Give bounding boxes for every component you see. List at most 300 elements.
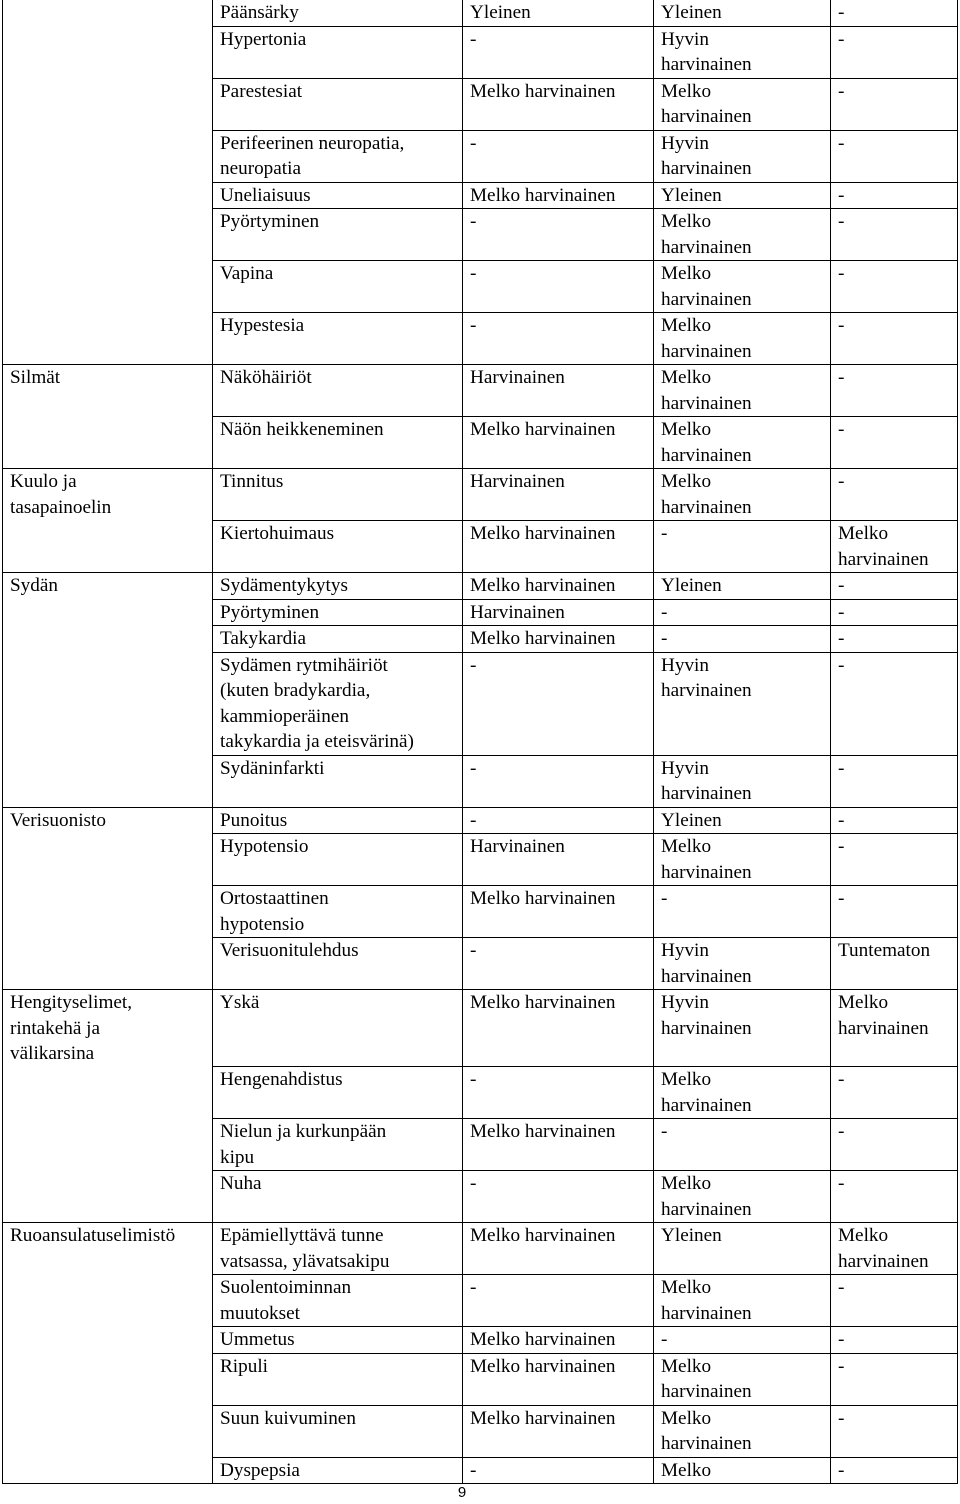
frequency-cell bbox=[831, 1327, 958, 1354]
frequency-cell bbox=[463, 1327, 654, 1354]
frequency-cell bbox=[831, 1119, 958, 1171]
frequency-cell bbox=[654, 261, 831, 313]
category-label: rintakehä ja bbox=[10, 1017, 101, 1039]
frequency-label: Hyvin bbox=[661, 757, 709, 779]
category-cell bbox=[3, 182, 213, 209]
symptom-cell bbox=[213, 599, 463, 626]
table-row bbox=[3, 313, 958, 365]
frequency-label: - bbox=[838, 1069, 845, 1090]
frequency-label: harvinainen bbox=[661, 444, 752, 466]
category-cell bbox=[3, 886, 213, 938]
table-row bbox=[3, 1275, 958, 1327]
frequency-label: - bbox=[838, 628, 845, 649]
symptom-label: Suun kuivuminen bbox=[220, 1407, 356, 1429]
frequency-label: Melko bbox=[661, 1459, 712, 1481]
table-row bbox=[3, 417, 958, 469]
frequency-label: - bbox=[838, 575, 845, 596]
symptom-cell bbox=[213, 938, 463, 990]
frequency-label: - bbox=[838, 211, 845, 232]
frequency-cell bbox=[654, 365, 831, 417]
frequency-cell bbox=[654, 1171, 831, 1223]
frequency-cell bbox=[463, 834, 654, 886]
frequency-label: - bbox=[470, 263, 477, 284]
frequency-cell bbox=[463, 78, 654, 130]
frequency-cell bbox=[463, 1275, 654, 1327]
symptom-cell bbox=[213, 261, 463, 313]
table-row bbox=[3, 886, 958, 938]
symptom-label: Kiertohuimaus bbox=[220, 523, 335, 544]
frequency-label: - bbox=[470, 1277, 477, 1298]
frequency-cell bbox=[831, 1457, 958, 1484]
frequency-cell bbox=[831, 834, 958, 886]
frequency-cell bbox=[654, 599, 831, 626]
symptom-label: Suolentoiminnan bbox=[220, 1277, 352, 1298]
frequency-label: Hyvin bbox=[661, 28, 709, 50]
frequency-label: - bbox=[838, 1173, 845, 1194]
symptom-label: takykardia ja eteisvärinä) bbox=[220, 731, 414, 752]
frequency-label: Harvinainen bbox=[470, 601, 565, 623]
frequency-label: Melko harvinainen bbox=[470, 1407, 616, 1429]
symptom-label: Pyörtyminen bbox=[220, 211, 320, 232]
frequency-cell bbox=[654, 1353, 831, 1405]
symptom-label: Epämiellyttävä tunne bbox=[220, 1225, 384, 1246]
category-cell bbox=[3, 365, 213, 417]
frequency-cell bbox=[654, 78, 831, 130]
symptom-cell bbox=[213, 626, 463, 653]
category-cell bbox=[3, 1275, 213, 1327]
frequency-cell bbox=[654, 1223, 831, 1275]
frequency-cell bbox=[831, 26, 958, 78]
table-row bbox=[3, 652, 958, 755]
symptom-cell bbox=[213, 209, 463, 261]
category-cell bbox=[3, 1119, 213, 1171]
table-row bbox=[3, 469, 958, 521]
symptom-cell bbox=[213, 1119, 463, 1171]
category-cell bbox=[3, 417, 213, 469]
frequency-label: - bbox=[838, 315, 845, 336]
frequency-cell bbox=[831, 990, 958, 1067]
table-row bbox=[3, 130, 958, 182]
frequency-label: - bbox=[838, 757, 845, 779]
frequency-label: harvinainen bbox=[661, 1381, 752, 1402]
symptom-label: Nuha bbox=[220, 1173, 262, 1194]
frequency-label: - bbox=[470, 132, 477, 154]
frequency-cell bbox=[654, 938, 831, 990]
category-cell bbox=[3, 313, 213, 365]
frequency-label: Melko harvinainen bbox=[470, 888, 616, 909]
frequency-label: - bbox=[838, 367, 845, 388]
frequency-label: - bbox=[470, 809, 477, 831]
frequency-cell bbox=[463, 1405, 654, 1457]
table-row bbox=[3, 209, 958, 261]
symptom-label: vatsassa, ylävatsakipu bbox=[220, 1250, 390, 1272]
frequency-cell bbox=[463, 417, 654, 469]
table-row bbox=[3, 78, 958, 130]
frequency-label: Yleinen bbox=[661, 2, 722, 23]
category-cell bbox=[3, 469, 213, 521]
frequency-cell bbox=[654, 1405, 831, 1457]
symptom-cell bbox=[213, 1171, 463, 1223]
symptom-label: neuropatia bbox=[220, 158, 301, 179]
table-row bbox=[3, 599, 958, 626]
symptom-cell bbox=[213, 26, 463, 78]
frequency-label: Melko harvinainen bbox=[470, 1355, 616, 1377]
symptom-cell bbox=[213, 652, 463, 755]
frequency-label: - bbox=[470, 757, 477, 779]
symptom-label: Näön heikkeneminen bbox=[220, 419, 384, 440]
frequency-label: Yleinen bbox=[661, 1225, 722, 1246]
frequency-cell bbox=[463, 0, 654, 26]
frequency-cell bbox=[654, 652, 831, 755]
frequency-cell bbox=[831, 182, 958, 209]
frequency-cell bbox=[463, 938, 654, 990]
frequency-label: - bbox=[838, 1121, 845, 1142]
category-cell bbox=[3, 652, 213, 755]
symptom-label: muutokset bbox=[220, 1302, 300, 1324]
table-row bbox=[3, 261, 958, 313]
frequency-cell bbox=[654, 1275, 831, 1327]
symptom-cell bbox=[213, 0, 463, 26]
frequency-cell bbox=[831, 209, 958, 261]
frequency-cell bbox=[654, 990, 831, 1067]
frequency-label: Melko bbox=[661, 1173, 712, 1194]
frequency-cell bbox=[831, 313, 958, 365]
frequency-label: Harvinainen bbox=[470, 836, 565, 857]
table-row bbox=[3, 626, 958, 653]
symptom-label: Yskä bbox=[220, 992, 260, 1013]
symptom-cell bbox=[213, 469, 463, 521]
frequency-label: harvinainen bbox=[838, 1250, 929, 1272]
page-number: 9 bbox=[457, 1484, 467, 1501]
frequency-label: Melko bbox=[661, 1355, 712, 1377]
frequency-cell bbox=[463, 755, 654, 807]
symptom-label: Sydämentykytys bbox=[220, 575, 348, 596]
table-row bbox=[3, 365, 958, 417]
frequency-cell bbox=[831, 261, 958, 313]
category-cell bbox=[3, 626, 213, 653]
frequency-cell bbox=[831, 1067, 958, 1119]
frequency-cell bbox=[831, 1353, 958, 1405]
frequency-cell bbox=[463, 807, 654, 834]
frequency-cell bbox=[654, 1327, 831, 1354]
symptom-label: Sydäninfarkti bbox=[220, 757, 325, 779]
category-cell bbox=[3, 990, 213, 1067]
symptom-label: Uneliaisuus bbox=[220, 184, 311, 206]
frequency-cell bbox=[463, 1353, 654, 1405]
category-cell bbox=[3, 938, 213, 990]
frequency-label: - bbox=[661, 523, 668, 544]
frequency-label: - bbox=[661, 628, 668, 649]
frequency-label: harvinainen bbox=[661, 496, 752, 518]
symptom-cell bbox=[213, 1327, 463, 1354]
category-label: Sydän bbox=[10, 575, 58, 596]
category-label: välikarsina bbox=[10, 1043, 95, 1064]
frequency-cell bbox=[463, 130, 654, 182]
frequency-label: Melko harvinainen bbox=[470, 184, 616, 206]
frequency-label: Melko bbox=[661, 211, 712, 232]
frequency-cell bbox=[654, 886, 831, 938]
frequency-label: Melko bbox=[661, 836, 712, 857]
frequency-cell bbox=[831, 599, 958, 626]
frequency-cell bbox=[654, 26, 831, 78]
symptom-label: Hypotensio bbox=[220, 836, 309, 857]
frequency-label: harvinainen bbox=[661, 54, 752, 75]
frequency-label: harvinainen bbox=[661, 1302, 752, 1324]
category-cell bbox=[3, 130, 213, 182]
frequency-label: harvinainen bbox=[661, 236, 752, 258]
symptom-cell bbox=[213, 1275, 463, 1327]
frequency-label: Melko bbox=[661, 1277, 712, 1298]
frequency-label: Harvinainen bbox=[470, 367, 565, 388]
frequency-label: - bbox=[838, 1277, 845, 1298]
frequency-label: Melko bbox=[661, 419, 712, 440]
frequency-label: harvinainen bbox=[661, 106, 752, 127]
frequency-cell bbox=[654, 834, 831, 886]
frequency-label: Yleinen bbox=[661, 809, 722, 831]
table-row bbox=[3, 1457, 958, 1484]
table-row bbox=[3, 834, 958, 886]
symptom-cell bbox=[213, 755, 463, 807]
table-row bbox=[3, 1327, 958, 1354]
frequency-label: harvinainen bbox=[838, 1017, 929, 1039]
category-cell bbox=[3, 1327, 213, 1354]
frequency-cell bbox=[831, 469, 958, 521]
frequency-label: harvinainen bbox=[661, 1433, 752, 1454]
frequency-label: harvinainen bbox=[661, 1198, 752, 1220]
frequency-cell bbox=[463, 26, 654, 78]
frequency-label: - bbox=[470, 1173, 477, 1194]
frequency-label: Melko bbox=[661, 1407, 712, 1429]
frequency-cell bbox=[463, 652, 654, 755]
frequency-label: Melko harvinainen bbox=[470, 992, 616, 1013]
frequency-label: - bbox=[661, 888, 668, 909]
frequency-label: - bbox=[470, 211, 477, 232]
symptom-label: hypotensio bbox=[220, 913, 305, 935]
frequency-label: Melko harvinainen bbox=[470, 628, 616, 649]
category-cell bbox=[3, 1405, 213, 1457]
frequency-cell bbox=[463, 886, 654, 938]
frequency-label: - bbox=[838, 1459, 845, 1481]
frequency-label: - bbox=[838, 132, 845, 154]
frequency-label: - bbox=[838, 1355, 845, 1377]
category-cell bbox=[3, 209, 213, 261]
frequency-label: Yleinen bbox=[470, 2, 531, 23]
category-label: tasapainoelin bbox=[10, 496, 112, 518]
frequency-label: harvinainen bbox=[661, 288, 752, 310]
frequency-label: Melko bbox=[661, 80, 712, 102]
table-row bbox=[3, 521, 958, 573]
frequency-cell bbox=[463, 626, 654, 653]
frequency-label: Melko bbox=[661, 263, 712, 284]
frequency-label: Melko harvinainen bbox=[470, 575, 616, 596]
table-row bbox=[3, 1119, 958, 1171]
category-cell bbox=[3, 807, 213, 834]
frequency-label: Melko harvinainen bbox=[470, 419, 616, 440]
frequency-cell bbox=[463, 599, 654, 626]
frequency-cell bbox=[831, 755, 958, 807]
frequency-label: Melko harvinainen bbox=[470, 523, 616, 544]
frequency-cell bbox=[654, 313, 831, 365]
category-label: Verisuonisto bbox=[10, 809, 106, 831]
frequency-label: - bbox=[838, 184, 845, 206]
frequency-cell bbox=[831, 417, 958, 469]
frequency-cell bbox=[831, 78, 958, 130]
frequency-cell bbox=[831, 886, 958, 938]
frequency-label: - bbox=[661, 601, 668, 623]
frequency-label: Melko harvinainen bbox=[470, 1329, 616, 1350]
category-label: Ruoansulatuselimistö bbox=[10, 1225, 176, 1246]
frequency-cell bbox=[831, 1223, 958, 1275]
frequency-label: - bbox=[661, 1329, 668, 1350]
table-row bbox=[3, 990, 958, 1067]
table-row bbox=[3, 26, 958, 78]
symptom-label: Hengenahdistus bbox=[220, 1069, 343, 1090]
frequency-label: Harvinainen bbox=[470, 471, 565, 492]
frequency-label: Hyvin bbox=[661, 940, 709, 961]
symptom-cell bbox=[213, 1067, 463, 1119]
table-row bbox=[3, 938, 958, 990]
symptom-cell bbox=[213, 990, 463, 1067]
category-cell bbox=[3, 1223, 213, 1275]
table-row bbox=[3, 755, 958, 807]
frequency-cell bbox=[463, 182, 654, 209]
frequency-label: - bbox=[838, 1407, 845, 1429]
frequency-label: harvinainen bbox=[661, 680, 752, 701]
symptom-cell bbox=[213, 521, 463, 573]
frequency-label: - bbox=[838, 654, 845, 676]
symptom-cell bbox=[213, 1223, 463, 1275]
symptom-cell bbox=[213, 365, 463, 417]
symptom-cell bbox=[213, 313, 463, 365]
category-cell bbox=[3, 1067, 213, 1119]
frequency-cell bbox=[463, 1457, 654, 1484]
table-row bbox=[3, 0, 958, 26]
symptom-cell bbox=[213, 573, 463, 600]
frequency-label: Melko bbox=[838, 523, 889, 544]
frequency-cell bbox=[654, 521, 831, 573]
frequency-label: Melko harvinainen bbox=[470, 1121, 616, 1142]
frequency-cell bbox=[463, 313, 654, 365]
adverse-effects-table bbox=[2, 0, 958, 1484]
table-row bbox=[3, 1067, 958, 1119]
frequency-cell bbox=[654, 755, 831, 807]
symptom-cell bbox=[213, 130, 463, 182]
frequency-label: - bbox=[838, 263, 845, 284]
frequency-cell bbox=[463, 1171, 654, 1223]
symptom-label: Perifeerinen neuropatia, bbox=[220, 132, 405, 154]
frequency-cell bbox=[831, 938, 958, 990]
frequency-cell bbox=[463, 1119, 654, 1171]
symptom-label: Näköhäiriöt bbox=[220, 367, 312, 388]
symptom-cell bbox=[213, 417, 463, 469]
symptom-label: Punoitus bbox=[220, 809, 288, 831]
frequency-label: Melko bbox=[661, 315, 712, 336]
symptom-cell bbox=[213, 834, 463, 886]
category-cell bbox=[3, 0, 213, 26]
symptom-label: kammioperäinen bbox=[220, 705, 349, 727]
frequency-label: - bbox=[838, 888, 845, 909]
category-cell bbox=[3, 1457, 213, 1484]
frequency-label: - bbox=[838, 80, 845, 102]
frequency-cell bbox=[654, 1457, 831, 1484]
frequency-cell bbox=[654, 807, 831, 834]
frequency-label: harvinainen bbox=[661, 1094, 752, 1116]
frequency-cell bbox=[463, 365, 654, 417]
frequency-cell bbox=[831, 521, 958, 573]
frequency-label: - bbox=[470, 28, 477, 50]
symptom-label: Tinnitus bbox=[220, 471, 284, 492]
frequency-cell bbox=[463, 209, 654, 261]
frequency-label: - bbox=[470, 1069, 477, 1090]
category-cell bbox=[3, 78, 213, 130]
category-cell bbox=[3, 755, 213, 807]
frequency-label: Melko bbox=[661, 1069, 712, 1090]
frequency-label: - bbox=[470, 654, 477, 676]
category-label: Hengityselimet, bbox=[10, 992, 133, 1013]
frequency-label: - bbox=[838, 809, 845, 831]
frequency-label: harvinainen bbox=[661, 783, 752, 804]
frequency-cell bbox=[654, 1067, 831, 1119]
symptom-cell bbox=[213, 1457, 463, 1484]
frequency-label: Melko bbox=[661, 367, 712, 388]
symptom-cell bbox=[213, 807, 463, 834]
frequency-label: - bbox=[470, 940, 477, 961]
symptom-label: Verisuonitulehdus bbox=[220, 940, 359, 961]
symptom-label: Vapina bbox=[220, 263, 274, 284]
frequency-cell bbox=[654, 182, 831, 209]
symptom-label: Nielun ja kurkunpään bbox=[220, 1121, 387, 1142]
table-row bbox=[3, 1171, 958, 1223]
frequency-cell bbox=[463, 521, 654, 573]
symptom-label: Takykardia bbox=[220, 628, 307, 649]
frequency-label: - bbox=[838, 471, 845, 492]
symptom-cell bbox=[213, 1353, 463, 1405]
frequency-cell bbox=[831, 652, 958, 755]
category-cell bbox=[3, 26, 213, 78]
symptom-label: Ummetus bbox=[220, 1329, 295, 1350]
table-row bbox=[3, 1223, 958, 1275]
frequency-label: - bbox=[470, 1459, 477, 1481]
frequency-cell bbox=[463, 990, 654, 1067]
frequency-cell bbox=[654, 130, 831, 182]
category-cell bbox=[3, 1171, 213, 1223]
frequency-cell bbox=[463, 1067, 654, 1119]
frequency-label: harvinainen bbox=[661, 965, 752, 987]
frequency-cell bbox=[463, 261, 654, 313]
table-row bbox=[3, 573, 958, 600]
frequency-cell bbox=[654, 1119, 831, 1171]
frequency-label: harvinainen bbox=[661, 392, 752, 414]
frequency-label: - bbox=[838, 836, 845, 857]
category-cell bbox=[3, 521, 213, 573]
frequency-label: Melko bbox=[838, 992, 889, 1013]
symptom-label: Sydämen rytmihäiriöt bbox=[220, 654, 388, 676]
frequency-label: harvinainen bbox=[661, 340, 752, 362]
symptom-label: Hypestesia bbox=[220, 315, 305, 336]
frequency-cell bbox=[831, 0, 958, 26]
symptom-label: Dyspepsia bbox=[220, 1459, 300, 1481]
frequency-cell bbox=[831, 1405, 958, 1457]
table-row bbox=[3, 1405, 958, 1457]
frequency-label: Melko bbox=[661, 471, 712, 492]
symptom-label: Ortostaattinen bbox=[220, 888, 329, 909]
symptom-label: Pyörtyminen bbox=[220, 601, 320, 623]
frequency-cell bbox=[654, 626, 831, 653]
category-label: Kuulo ja bbox=[10, 471, 77, 492]
frequency-label: - bbox=[661, 1121, 668, 1142]
symptom-label: (kuten bradykardia, bbox=[220, 680, 371, 701]
symptom-cell bbox=[213, 886, 463, 938]
